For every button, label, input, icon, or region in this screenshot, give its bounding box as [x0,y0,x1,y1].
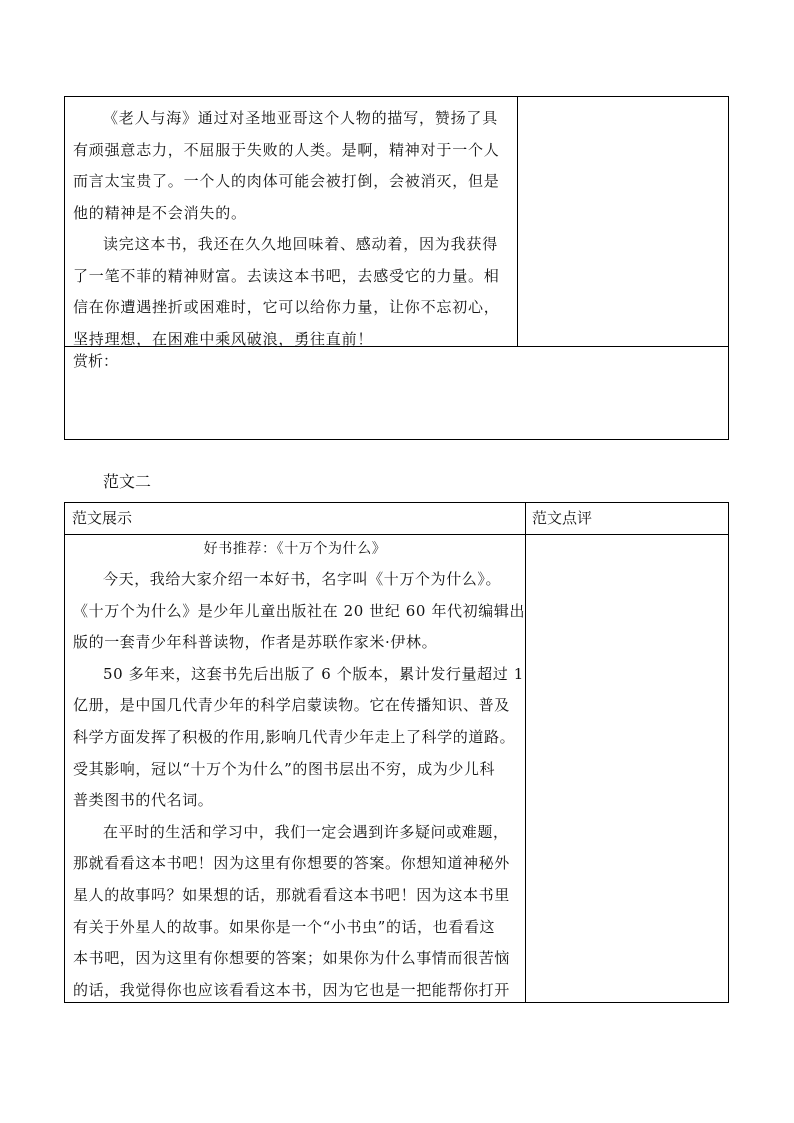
table-header-divider [65,534,728,535]
table-divider-vertical [517,97,518,347]
essay-line: 50 多年来，这套书先后出版了 6 个版本，累计发行量超过 1 [103,664,524,683]
essay-line: 星人的故事吗？如果想的话，那就看看这本书吧！因为这本书里 [73,885,510,904]
essay-line: 《十万个为什么》是少年儿童出版社在 20 世纪 60 年代初编辑出 [73,601,526,620]
essay-2-body [73,564,526,1006]
essay-1-body [73,103,513,355]
section-heading: 范文二 [103,472,152,491]
essay-line: 科学方面发挥了积极的作用,影响几代青少年走上了科学的道路。 [73,727,516,746]
column-header-display: 范文展示 [72,509,133,527]
column-header-comment: 范文点评 [532,509,593,527]
essay-line: 在平时的生活和学习中，我们一定会遇到许多疑问或难题， [103,822,509,841]
essay-line: 的话，我觉得你也应该看看这本书，因为它也是一把能帮你打开 [73,980,510,999]
essay-line: 今天，我给大家介绍一本好书，名字叫《十万个为什么》。 [103,570,502,588]
essay-paragraph: 《老人与海》通过对圣地亚哥这个人物的描写，赞扬了具有顽强意志力，不屈服于失败的人类。是啊，精神对于一个人而言太宝贵了。一个人的肉体可能会被打倒，会被消灭，但是他的精神是不会消失的。 [73,109,500,222]
table-divider-vertical [525,503,526,1002]
essay-line: 亿册，是中国几代青少年的科学启蒙读物。它在传播知识、普及 [73,696,510,715]
essay-title: 好书推荐：《十万个为什么》 [203,541,387,557]
essay-line: 有关于外星人的故事。如果你是一个“小书虫”的话，也看看这 [73,917,496,936]
appreciation-label: 赏析： [73,352,119,370]
essay-line: 版的一套青少年科普读物，作者是苏联作家米·伊林。 [73,633,438,652]
essay-table-2 [64,502,729,1003]
essay-line: 那就看看这本书吧！因为这里有你想要的答案。你想知道神秘外 [73,854,510,873]
essay-paragraph: 读完这本书，我还在久久地回味着、感动着，因为我获得了一笔不菲的精神财富。去读这本书吧，去感受它的力量。相信在你遭遇挫折或困难时，它可以给你力量，让你不忘初心，坚持理想，在困难中乘风破浪，勇往直前！ [73,235,500,348]
essay-line: 本书吧，因为这里有你想要的答案；如果你为什么事情而很苦恼 [73,949,510,968]
essay-line: 普类图书的代名词。 [73,791,214,810]
essay-line: 受其影响，冠以“十万个为什么”的图书层出不穷，成为少儿科 [73,759,496,778]
essay-table-1 [64,96,729,440]
